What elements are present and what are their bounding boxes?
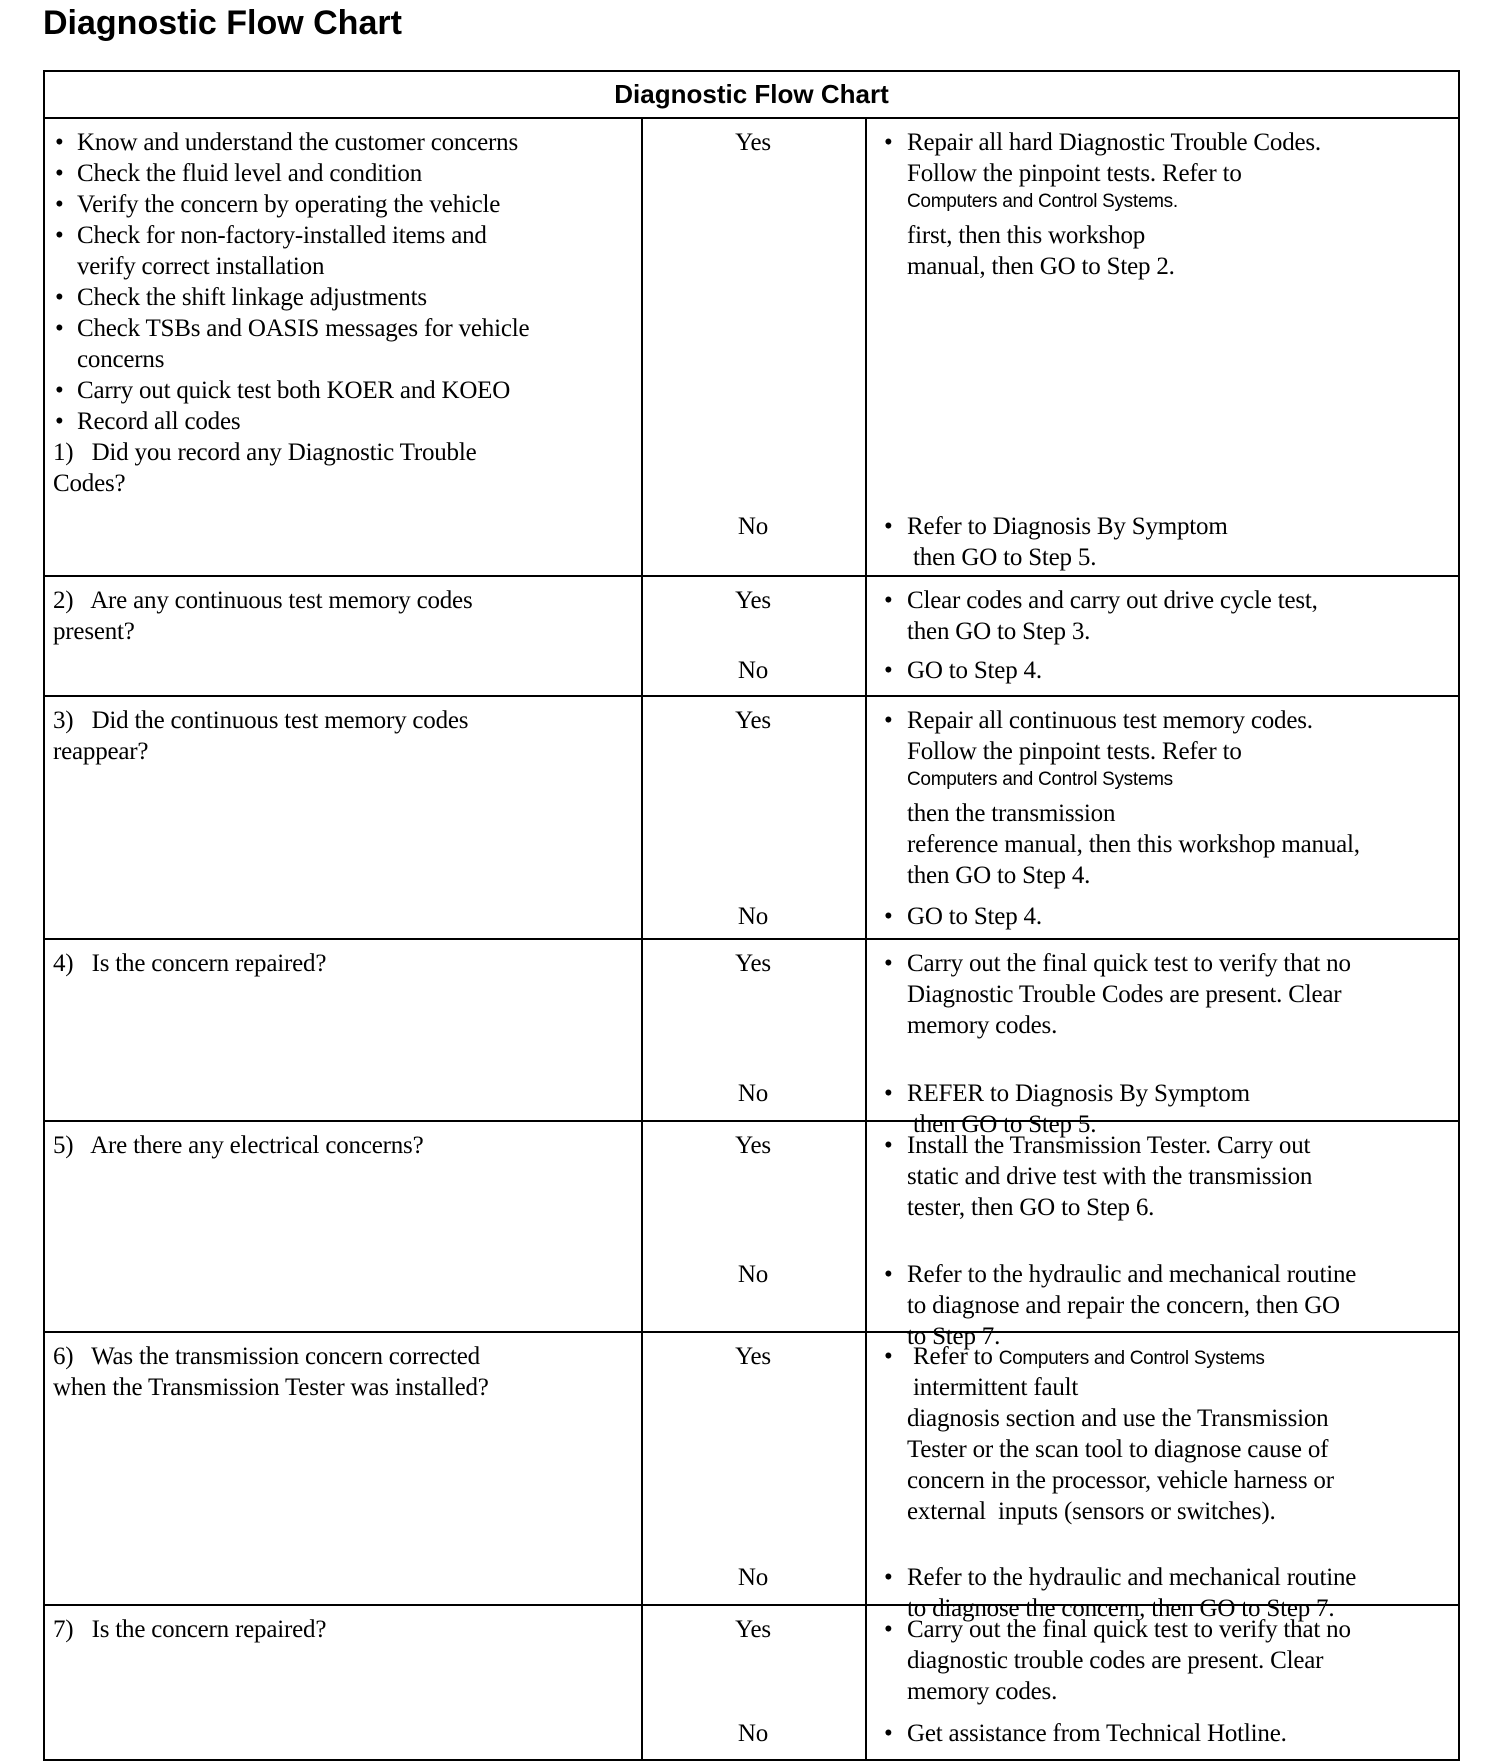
checklist-line: verify correct installation: [77, 253, 325, 280]
no-label: No: [737, 1720, 769, 1747]
bullet-icon: •: [884, 1261, 893, 1288]
action-line: memory codes.: [907, 1678, 1058, 1705]
table-header: Diagnostic Flow Chart: [45, 72, 1458, 119]
bullet-icon: •: [55, 160, 64, 187]
bullet-icon: •: [884, 1132, 893, 1159]
action-line: then GO to Step 3.: [907, 618, 1091, 645]
no-action: [884, 511, 1450, 573]
action-line: REFER to Diagnosis By Symptom •: [884, 1080, 1250, 1107]
manual-reference: Computers and Control Systems.: [907, 191, 1178, 212]
checklist-item: [53, 375, 633, 406]
question-line: 5) Are there any electrical concerns?: [53, 1132, 424, 1159]
yes-action: [884, 127, 1450, 282]
column-divider: [641, 119, 867, 575]
action-line: Tester or the scan tool to diagnose cause of: [907, 1436, 1329, 1463]
yes-label: Yes: [735, 707, 771, 734]
checklist-item: [53, 406, 633, 437]
action-line: then the transmission: [907, 800, 1116, 827]
checklist-item: [53, 220, 633, 282]
yes-action: [884, 585, 1450, 647]
table-row: [45, 940, 1458, 1138]
step-question: [53, 437, 633, 499]
question-line: 6) Was the transmission concern corrected: [53, 1343, 480, 1370]
action-line: to diagnose and repair the concern, then GO: [907, 1292, 1340, 1319]
step-question-cell: [53, 1130, 633, 1161]
step-question: [53, 705, 633, 767]
question-line: present?: [53, 618, 135, 645]
table-row: [45, 119, 1458, 577]
no-label: No: [737, 513, 769, 540]
no-action: [884, 1718, 1450, 1749]
action-line: Carry out the final quick test to verify that no •: [884, 1616, 1351, 1643]
action-line: Refer to the hydraulic and mechanical routine •: [884, 1564, 1357, 1591]
action-line: Diagnostic Trouble Codes are present. Clear: [907, 981, 1342, 1008]
step-question-cell: [53, 1341, 633, 1403]
no-label: No: [737, 657, 769, 684]
action-line: static and drive test with the transmission: [907, 1163, 1313, 1190]
step-question-cell: [53, 127, 633, 499]
yes-action: [884, 948, 1450, 1041]
checklist-line: Verify the concern by operating the vehicle: [77, 191, 501, 218]
question-line: 7) Is the concern repaired?: [53, 1616, 327, 1643]
checklist-line: Carry out quick test both KOER and KOEO: [77, 377, 511, 404]
bullet-icon: •: [884, 1564, 893, 1591]
yes-action: [884, 1614, 1450, 1707]
action-text: Refer to: [907, 1343, 999, 1370]
action-line: manual, then GO to Step 2.: [907, 253, 1175, 280]
yes-label: Yes: [735, 129, 771, 156]
step-question-cell: [53, 705, 633, 767]
bullet-icon: •: [55, 377, 64, 404]
checklist-line: Record all codes: [77, 408, 241, 435]
checklist-item: [53, 313, 633, 375]
action-line: GO to Step 4. •: [884, 903, 1042, 930]
checklist-item: [53, 189, 633, 220]
action-line: concern in the processor, vehicle harness or: [907, 1467, 1334, 1494]
manual-reference: Computers and Control Systems: [998, 1348, 1265, 1369]
step-question-cell: [53, 948, 633, 979]
checklist-line: Check the fluid level and condition: [77, 160, 422, 187]
yes-label: Yes: [735, 1616, 771, 1643]
action-line: Clear codes and carry out drive cycle test, •: [884, 587, 1318, 614]
diagnostic-flow-table: [43, 70, 1460, 1761]
table-row: [45, 1606, 1458, 1759]
checklist-line: Check for non-factory-installed items and: [77, 222, 487, 249]
question-line: Codes?: [53, 470, 126, 497]
bullet-icon: •: [884, 1616, 893, 1643]
action-line: tester, then GO to Step 6.: [907, 1194, 1155, 1221]
no-label: No: [737, 1080, 769, 1107]
action-line: to diagnose the concern, then GO to Step 7.: [907, 1595, 1335, 1622]
bullet-icon: •: [55, 315, 64, 342]
action-line: diagnosis section and use the Transmission: [907, 1405, 1329, 1432]
yes-action: [884, 1130, 1450, 1223]
action-line: then GO to Step 5.: [907, 544, 1097, 571]
action-line: GO to Step 4. •: [884, 657, 1042, 684]
bullet-icon: •: [884, 1343, 893, 1370]
step-question-cell: [53, 1614, 633, 1645]
manual-reference: Computers and Control Systems: [907, 769, 1173, 790]
checklist-item: [53, 282, 633, 313]
action-line: to Step 7.: [907, 1323, 1001, 1350]
step-question: [53, 1130, 633, 1161]
bullet-icon: •: [55, 129, 64, 156]
action-line: Follow the pinpoint tests. Refer to: [907, 738, 1242, 765]
checklist-item: [53, 158, 633, 189]
bullet-icon: •: [884, 129, 893, 156]
bullet-icon: •: [884, 1080, 893, 1107]
yes-label: Yes: [735, 587, 771, 614]
action-line: reference manual, then this workshop manual,: [907, 831, 1360, 858]
action-line: diagnostic trouble codes are present. Clear: [907, 1647, 1324, 1674]
table-row: [45, 577, 1458, 697]
bullet-icon: •: [884, 950, 893, 977]
bullet-icon: •: [884, 1720, 893, 1747]
question-line: 4) Is the concern repaired?: [53, 950, 327, 977]
action-line: Carry out the final quick test to verify that no •: [884, 950, 1351, 977]
yes-label: Yes: [735, 950, 771, 977]
checklist-line: Know and understand the customer concerns: [77, 129, 518, 156]
table-row: [45, 1333, 1458, 1622]
bullet-icon: •: [884, 587, 893, 614]
yes-action: [884, 705, 1450, 891]
action-line: Refer to the hydraulic and mechanical routine •: [884, 1261, 1357, 1288]
question-line: 3) Did the continuous test memory codes: [53, 707, 469, 734]
action-line: Install the Transmission Tester. Carry out •: [884, 1132, 1311, 1159]
no-action: [884, 655, 1450, 686]
action-line: Repair all hard Diagnostic Trouble Codes. •: [884, 129, 1321, 156]
step-question: [53, 1614, 633, 1645]
checklist-line: concerns: [77, 346, 165, 373]
action-line: [884, 1341, 1450, 1372]
bullet-icon: •: [55, 222, 64, 249]
bullet-icon: •: [55, 408, 64, 435]
action-line: then GO to Step 4.: [907, 862, 1091, 889]
action-line: first, then this workshop: [907, 222, 1146, 249]
step-question: [53, 1341, 633, 1403]
action-line: Get assistance from Technical Hotline. •: [884, 1720, 1287, 1747]
bullet-icon: •: [884, 657, 893, 684]
action-line: external inputs (sensors or switches).: [907, 1498, 1276, 1525]
action-line: intermittent fault: [907, 1374, 1079, 1401]
action-line: Follow the pinpoint tests. Refer to: [907, 160, 1242, 187]
action-line: Repair all continuous test memory codes. •: [884, 707, 1313, 734]
checklist-item: [53, 127, 633, 158]
checklist-line: Check TSBs and OASIS messages for vehicle: [77, 315, 530, 342]
bullet-icon: •: [884, 513, 893, 540]
yes-label: Yes: [735, 1132, 771, 1159]
table-row: [45, 697, 1458, 940]
page-title: Diagnostic Flow Chart: [43, 4, 402, 42]
action-line: then GO to Step 5.: [907, 1111, 1097, 1138]
no-label: No: [737, 1261, 769, 1288]
table-body: [45, 119, 1458, 1759]
question-line: reappear?: [53, 738, 149, 765]
action-line: Refer to Diagnosis By Symptom •: [884, 513, 1228, 540]
no-label: No: [737, 903, 769, 930]
bullet-icon: •: [55, 284, 64, 311]
action-line: memory codes.: [907, 1012, 1058, 1039]
step-question: [53, 585, 633, 647]
bullet-icon: •: [884, 707, 893, 734]
yes-action: [884, 1341, 1450, 1527]
bullet-icon: •: [55, 191, 64, 218]
yes-label: Yes: [735, 1343, 771, 1370]
question-line: 1) Did you record any Diagnostic Trouble: [53, 439, 477, 466]
question-line: when the Transmission Tester was installed?: [53, 1374, 489, 1401]
table-row: [45, 1122, 1458, 1350]
step-question: [53, 948, 633, 979]
bullet-icon: •: [884, 903, 893, 930]
no-label: No: [737, 1564, 769, 1591]
checklist-line: Check the shift linkage adjustments: [77, 284, 427, 311]
step-question-cell: [53, 585, 633, 647]
question-line: 2) Are any continuous test memory codes: [53, 587, 473, 614]
no-action: [884, 901, 1450, 932]
